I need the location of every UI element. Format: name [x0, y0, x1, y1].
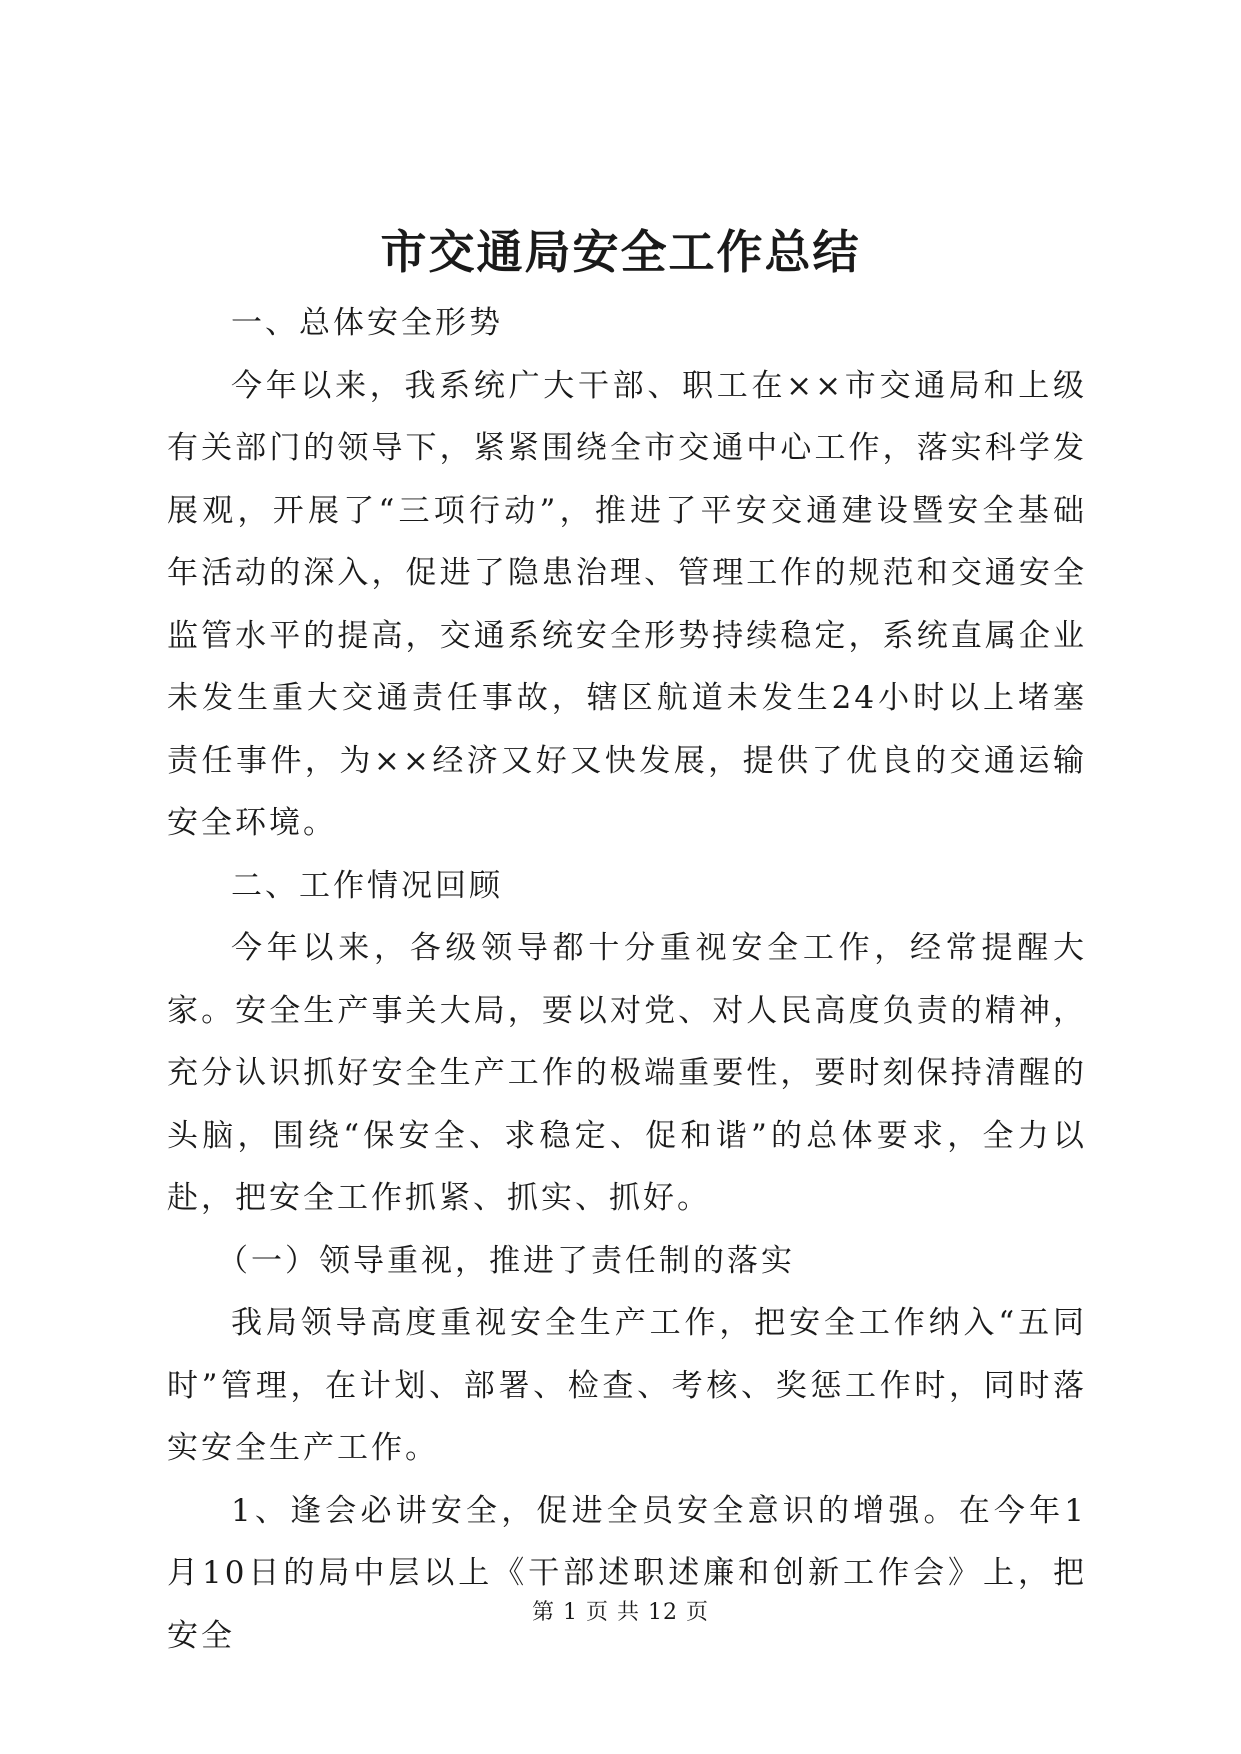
- paragraph-leadership: 我局领导高度重视安全生产工作，把安全工作纳入“五同时”管理，在计划、部署、检查、考核、奖惩工作时，同时落实安全生产工作。: [167, 1305, 1087, 1466]
- paragraph-item-1: 1、逢会必讲安全，促进全员安全意识的增强。在今年1月10日的局中层以上《干部述职述廉和创新工作会》上，把安全: [167, 1492, 1087, 1654]
- paragraph-overall-safety: 今年以来，我系统广大干部、职工在××市交通局和上级有关部门的领导下，紧紧围绕全市交通中心工作，落实科学发展观，开展了“三项行动”，推进了平安交通建设暨安全基础年活动的深入，促进了隐患治理、管理工作的规范和交通安全监管水平的提高，交通系统安全形势持续稳定，系统直属企业未发生重大交通责任事故，辖区航道未发生24小时以上堵塞责任事件，为××经济又好又快发展，提供了优良的交通运输安全环境。: [167, 367, 1087, 841]
- subsection-heading-leadership: （一）领导重视，推进了责任制的落实: [217, 1242, 795, 1279]
- paragraph-work-review: 今年以来，各级领导都十分重视安全工作，经常提醒大家。安全生产事关大局，要以对党、对人民高度负责的精神，充分认识抓好安全生产工作的极端重要性，要时刻保持清醒的头脑，围绕“保安全、求稳定、促和谐”的总体要求，全力以赴，把安全工作抓紧、抓实、抓好。: [167, 930, 1087, 1216]
- page-number: 第 1 页 共 12 页: [532, 1600, 709, 1625]
- document-body: [167, 292, 1087, 1667]
- section-heading-work-review: 二、工作情况回顾: [231, 867, 503, 904]
- section-heading-overall-safety: 一、总体安全形势: [231, 305, 503, 341]
- document-title: 市交通局安全工作总结: [380, 225, 861, 279]
